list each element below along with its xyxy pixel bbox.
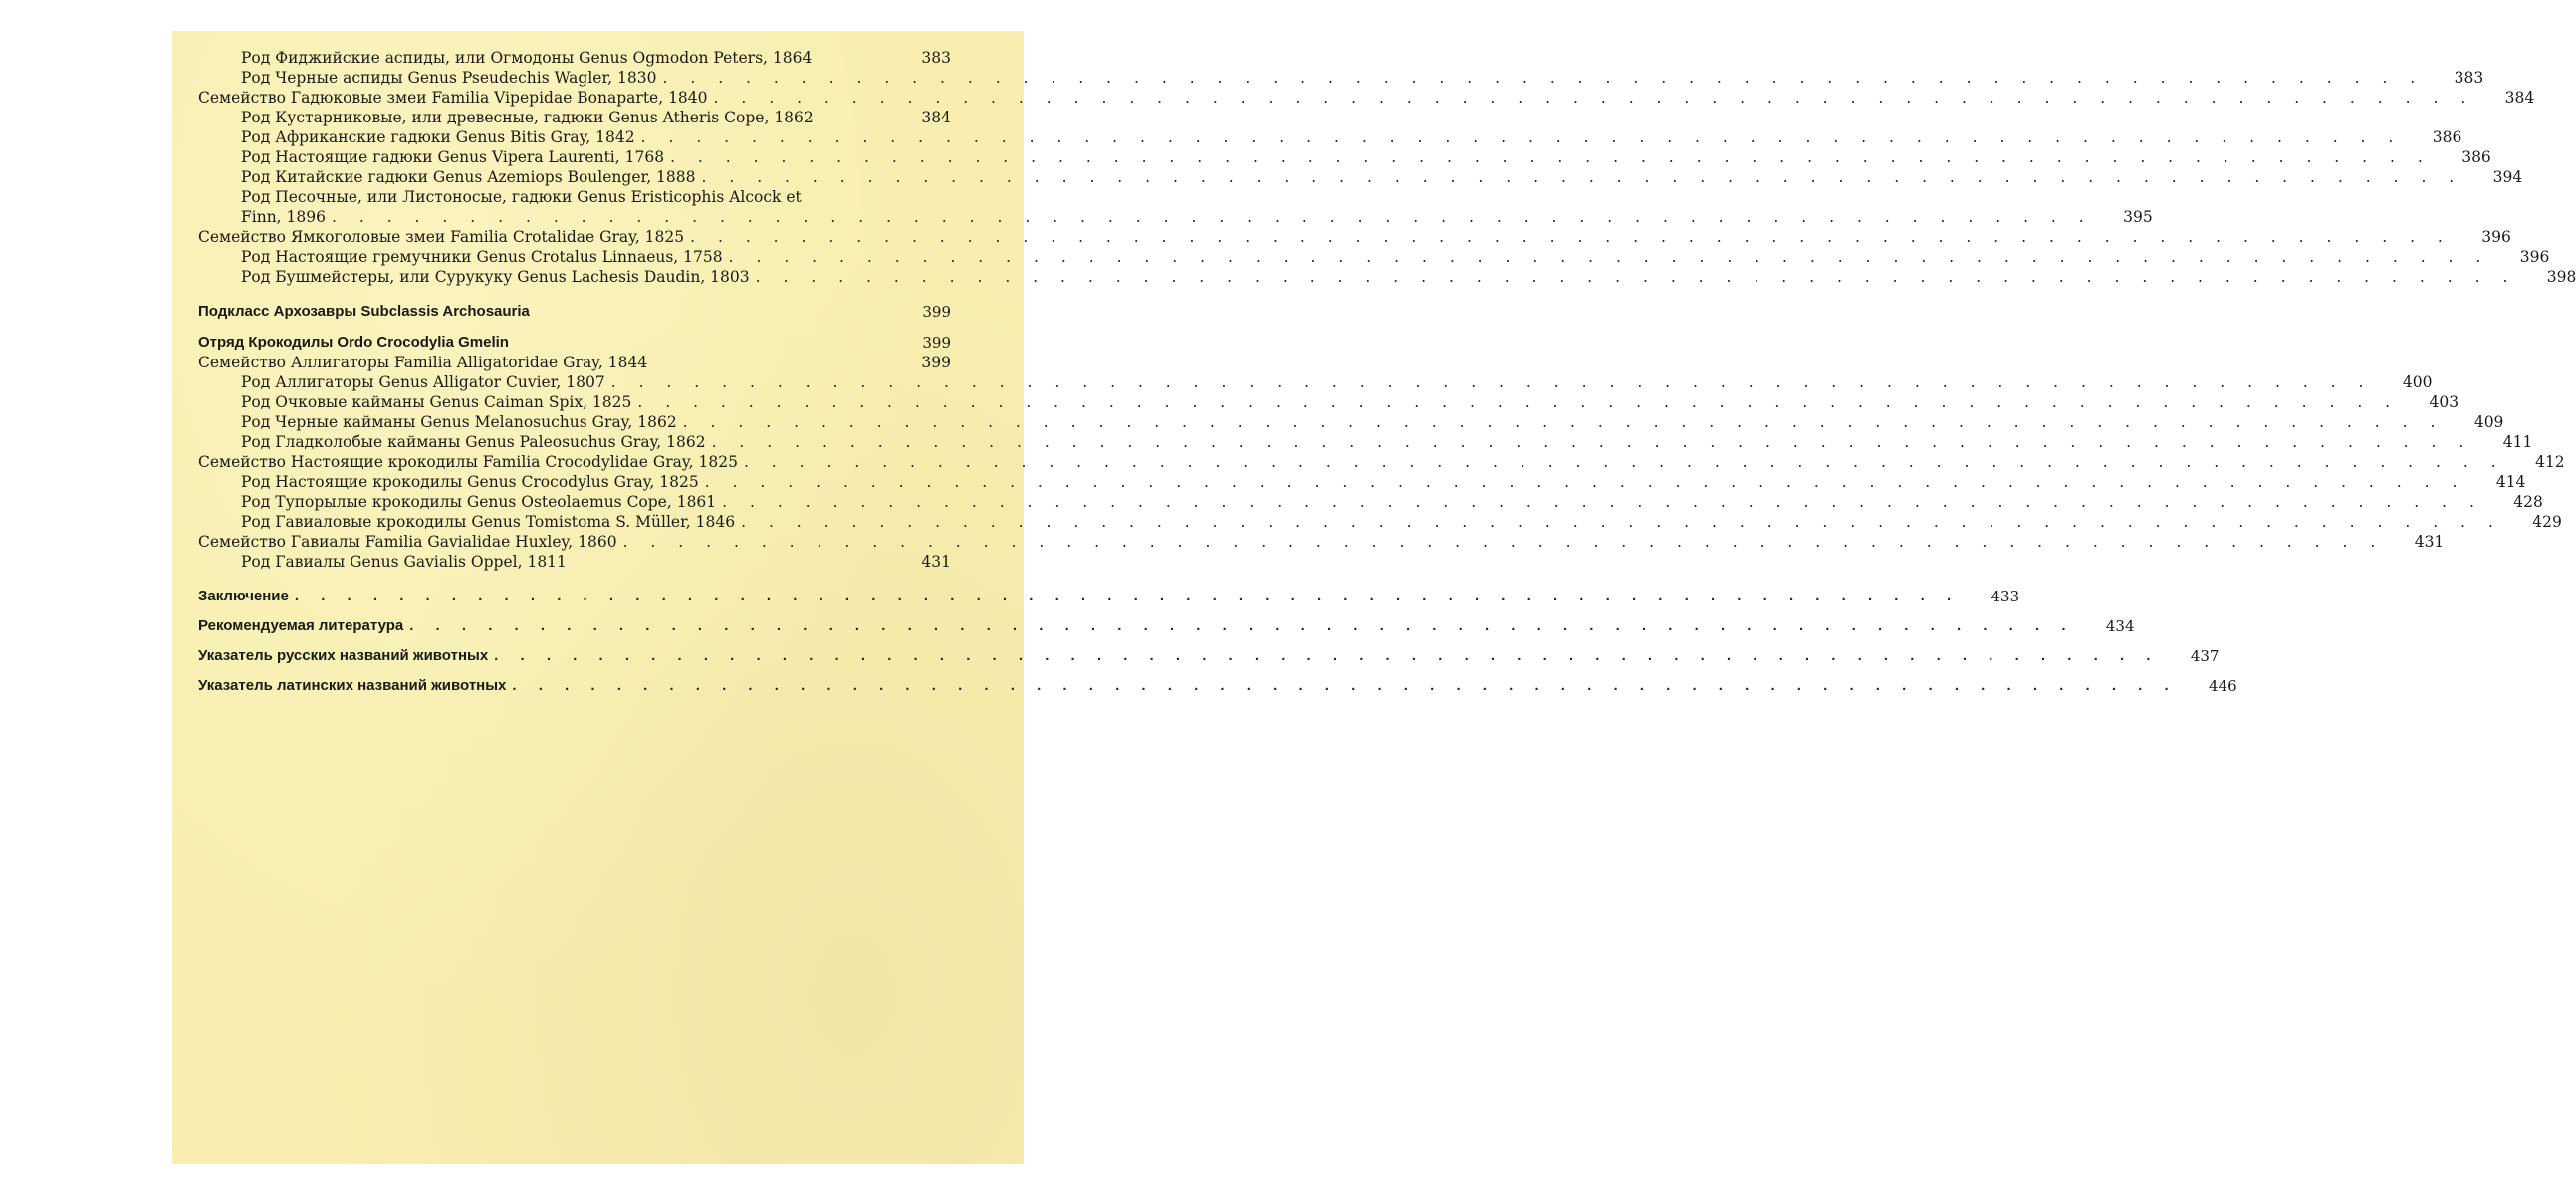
leader-dots <box>716 492 2483 512</box>
toc-entry-title: Подкласс Архозавры Subclassis Archosauria <box>198 303 530 320</box>
leader-dots <box>289 587 1960 606</box>
toc-entry-title: Род Тупорылые крокодилы Genus Osteolaemus Cope, 1861 <box>241 493 717 511</box>
toc-entry-title: Семейство Гадюковые змеи Familia Vipepidae Bonaparte, 1840 <box>198 89 708 107</box>
toc-entry-title: Род Очковые кайманы Genus Caiman Spix, 1825 <box>241 393 632 411</box>
toc-entry-continuation <box>198 207 2153 227</box>
toc-entry-title: Род Настоящие гадюки Genus Vipera Laurenti, 1768 <box>241 148 665 166</box>
toc-entry <box>198 68 2484 88</box>
toc-entry-page: 400 <box>2402 373 2433 391</box>
toc-entry <box>198 187 951 207</box>
toc-entry <box>198 227 2511 247</box>
toc-entry-title: Род Гавиаловые крокодилы Genus Tomistoma S. Müller, 1846 <box>241 513 736 531</box>
toc-entry-page: 412 <box>2535 453 2565 471</box>
leader-dots <box>326 207 2093 227</box>
toc-entry-page: 399 <box>921 354 951 371</box>
toc-entry-title: Род Кустарниковые, или древесные, гадюки Genus Atheris Cope, 1862 <box>241 109 814 126</box>
toc-entry-order <box>198 333 951 353</box>
toc-entry-title: Семейство Аллигаторы Familia Alligatoridae Gray, 1844 <box>198 354 648 371</box>
leader-dots <box>635 127 2403 147</box>
toc-entry-title: Род Гавиалы Genus Gavialis Oppel, 1811 <box>241 553 567 571</box>
toc-entry-title: Отряд Крокодилы Ordo Crocodylia Gmelin <box>198 334 509 351</box>
toc-entry-title: Род Черные кайманы Genus Melanosuchus Gray, 1862 <box>241 413 677 431</box>
toc-entry-page: 431 <box>921 553 951 571</box>
toc-entry-page: 386 <box>2432 128 2462 146</box>
leader-dots <box>696 167 2463 187</box>
toc-entry-page: 399 <box>922 303 951 321</box>
toc-entry <box>198 88 2535 108</box>
leader-dots <box>506 676 2177 696</box>
toc-entry-title: Род Гладколобые кайманы Genus Paleosuchus Gray, 1862 <box>241 433 706 451</box>
table-of-contents <box>198 48 2576 696</box>
toc-entry-title: Род Аллигаторы Genus Alligator Cuvier, 1807 <box>241 373 605 391</box>
toc-entry-page: 383 <box>2454 69 2484 87</box>
toc-entry-page: 396 <box>2519 248 2550 266</box>
leader-dots <box>656 68 2424 88</box>
toc-entry <box>198 127 2462 147</box>
leader-dots <box>664 147 2432 167</box>
toc-entry-page: 428 <box>2513 493 2543 511</box>
toc-entry-page: 429 <box>2532 513 2562 531</box>
toc-entry-page: 411 <box>2502 433 2533 451</box>
toc-entry-title: Род Черные аспиды Genus Pseudechis Wagler, 1830 <box>241 69 657 87</box>
toc-entry-page: 384 <box>921 109 951 126</box>
toc-entry-page: 434 <box>2105 617 2135 635</box>
toc-entry-title: Семейство Настоящие крокодилы Familia Crocodylidae Gray, 1825 <box>198 453 738 471</box>
leader-dots <box>677 412 2445 432</box>
toc-entry-page: 403 <box>2429 393 2459 411</box>
toc-entry-literature <box>198 616 2135 636</box>
toc-entry-page: 383 <box>921 49 951 67</box>
toc-entry <box>198 48 951 68</box>
toc-entry <box>198 353 951 372</box>
toc-entry-title: Род Китайские гадюки Genus Azemiops Boulenger, 1888 <box>241 168 696 186</box>
toc-entry <box>198 147 2491 167</box>
toc-entry-index-russian <box>198 646 2220 666</box>
toc-entry <box>198 492 2543 512</box>
leader-dots <box>684 227 2452 247</box>
toc-entry-page: 437 <box>2190 647 2220 665</box>
toc-entry-page: 433 <box>1991 588 2020 605</box>
toc-entry-title: Finn, 1896 <box>241 208 326 226</box>
toc-entry-index-latin <box>198 676 2237 696</box>
toc-entry-page: 399 <box>922 334 951 352</box>
leader-dots <box>488 646 2159 666</box>
leader-dots <box>706 432 2473 452</box>
toc-entry-title: Род Африканские гадюки Genus Bitis Gray, 1842 <box>241 128 635 146</box>
toc-entry <box>198 267 2576 287</box>
toc-entry-title: Указатель русских названий животных <box>198 647 489 664</box>
toc-entry-title: Род Настоящие гремучники Genus Crotalus Linnaeus, 1758 <box>241 248 723 266</box>
leader-dots <box>617 532 2385 552</box>
leader-dots <box>735 512 2502 532</box>
leader-dots <box>750 267 2517 287</box>
toc-entry <box>198 247 2550 267</box>
toc-entry <box>198 472 2526 492</box>
toc-entry-title: Род Песочные, или Листоносые, гадюки Genus Eristicophis Alcock et <box>241 188 802 206</box>
toc-entry <box>198 512 2562 532</box>
toc-entry-title: Семейство Ямкоголовые змеи Familia Crotalidae Gray, 1825 <box>198 228 685 246</box>
toc-entry <box>198 108 951 127</box>
toc-entry-title: Род Бушмейстеры, или Сурукуку Genus Lachesis Daudin, 1803 <box>241 268 750 286</box>
leader-dots <box>708 88 2475 108</box>
toc-entry-subclass <box>198 302 951 322</box>
toc-entry-title: Семейство Гавиалы Familia Gavialidae Huxley, 1860 <box>198 533 617 551</box>
toc-entry-page: 394 <box>2492 168 2523 186</box>
toc-entry-conclusion <box>198 587 2020 606</box>
toc-entry-page: 431 <box>2414 533 2445 551</box>
toc-entry <box>198 532 2445 552</box>
toc-entry-title: Заключение <box>198 588 289 604</box>
toc-entry-title: Род Настоящие крокодилы Genus Crocodylus Gray, 1825 <box>241 473 699 491</box>
toc-entry-page: 396 <box>2481 228 2511 246</box>
book-page <box>172 31 2576 1164</box>
toc-entry <box>198 452 2565 472</box>
toc-entry-page: 446 <box>2209 677 2237 695</box>
toc-entry-page: 386 <box>2461 148 2491 166</box>
leader-dots <box>738 452 2505 472</box>
leader-dots <box>605 372 2373 392</box>
toc-entry <box>198 372 2433 392</box>
leader-dots <box>403 616 2074 636</box>
toc-entry <box>198 167 2523 187</box>
leader-dots <box>699 472 2466 492</box>
toc-entry-title: Род Фиджийские аспиды, или Огмодоны Genus Ogmodon Peters, 1864 <box>241 49 813 67</box>
toc-entry-title: Указатель латинских названий животных <box>198 677 507 694</box>
toc-entry-page: 409 <box>2473 413 2504 431</box>
toc-entry-page: 384 <box>2504 89 2535 107</box>
toc-entry-page: 414 <box>2495 473 2526 491</box>
toc-entry <box>198 432 2533 452</box>
toc-entry-page: 398 <box>2546 268 2576 286</box>
toc-entry <box>198 552 951 572</box>
toc-entry <box>198 412 2504 432</box>
toc-entry-page: 395 <box>2123 208 2153 226</box>
leader-dots <box>723 247 2490 267</box>
leader-dots <box>631 392 2399 412</box>
toc-entry <box>198 392 2459 412</box>
toc-entry-title: Рекомендуемая литература <box>198 617 404 634</box>
